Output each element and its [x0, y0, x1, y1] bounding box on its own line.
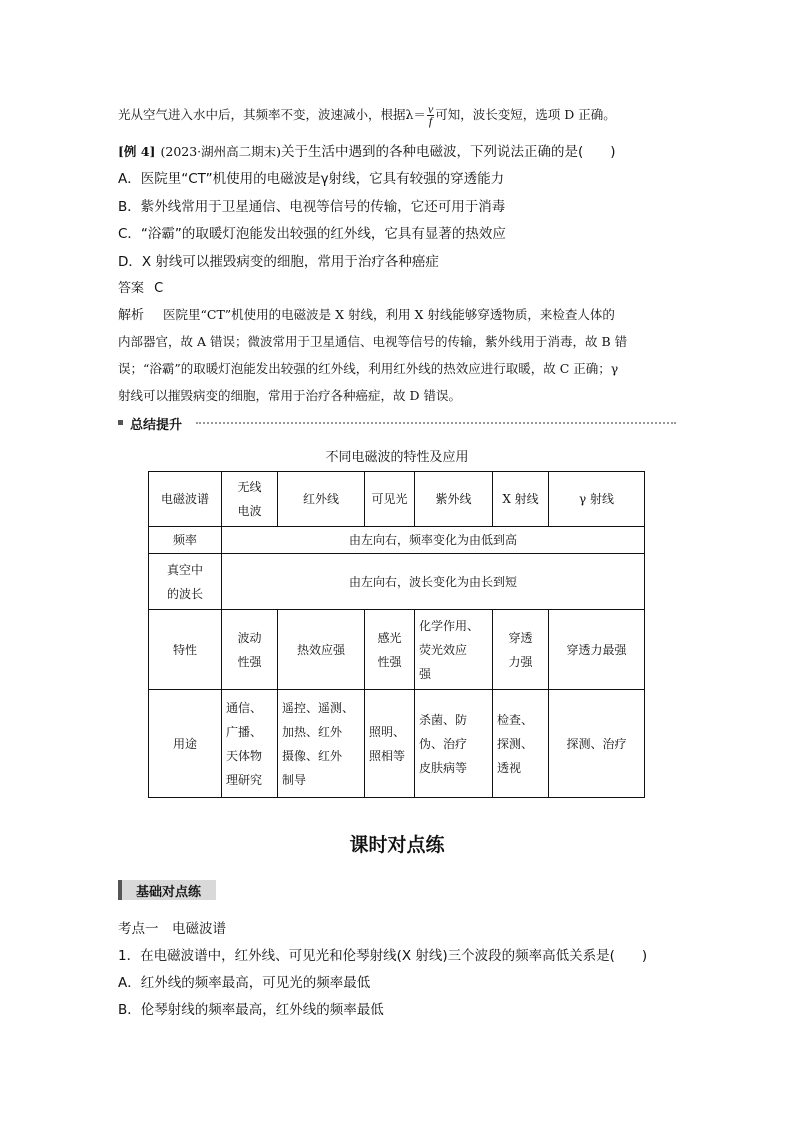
example-question-text: 关于生活中遇到的各种电磁波，下列说法正确的是( )	[281, 144, 616, 160]
summary-label: 总结提升	[130, 418, 183, 433]
header-cell: 电磁波谱	[149, 472, 222, 527]
header-radio: 无线 电波	[237, 480, 262, 518]
cell	[415, 610, 493, 690]
cell-text: 检查、 探测、 透视	[497, 712, 534, 775]
dotted-rule	[196, 422, 676, 424]
header-cell: γ 射线	[549, 472, 645, 527]
header-cell: X 射线	[493, 472, 549, 527]
intro-after: 可知，波长变短，选项 D 正确。	[435, 107, 616, 122]
characteristic-row	[149, 610, 645, 690]
basic-practice-label: 基础对点练	[136, 885, 202, 900]
example-source: (2023·湖州高二期末)	[160, 144, 282, 159]
option-a: A．医院里“CT”机使用的电磁波是γ射线，它具有较强的穿透能力	[118, 171, 505, 187]
cell-text: 通信、 广播、 天体物 理研究	[226, 700, 263, 787]
option-b: B．紫外线常用于卫星通信、电视等信号的传输，它还可用于消毒	[118, 199, 506, 215]
example-question	[118, 140, 616, 160]
q1-option-b: B．伦琴射线的频率最高，红外线的频率最低	[118, 1002, 384, 1018]
cell	[415, 690, 493, 798]
header-cell: 可见光	[365, 472, 415, 527]
cell	[365, 690, 415, 798]
row-label: 特性	[149, 610, 222, 690]
row-label	[149, 554, 222, 610]
cell-text: 化学作用、 荧光效应 强	[419, 618, 480, 681]
example-tag: [例 4]	[118, 144, 156, 159]
cell-text: 杀菌、防 伪、治疗 皮肤病等	[419, 712, 468, 775]
frequency-text: 由左向右，频率变化为由低到高	[222, 527, 645, 554]
cell-text: 波动 性强	[237, 630, 262, 669]
usage-row	[149, 690, 645, 798]
analysis-line-3: 误；“浴霸”的取暖灯泡能发出较强的红外线，利用红外线的热效应进行取暖，故 C 正确；γ	[118, 361, 619, 376]
cell	[222, 690, 278, 798]
q1-option-a: A．红外线的频率最高，可见光的频率最低	[118, 975, 371, 991]
cell	[365, 610, 415, 690]
intro-before: 光从空气进入水中后，其频率不变，波速减小，根据λ＝	[118, 107, 426, 122]
cell-text: 穿透 力强	[508, 630, 533, 669]
analysis-label: 解析	[118, 308, 145, 323]
summary-divider	[118, 416, 676, 433]
row-label: 频率	[149, 527, 222, 554]
cell: 热效应强	[278, 610, 365, 690]
table-header-row	[149, 472, 645, 527]
cell	[278, 690, 365, 798]
analysis-line-4: 射线可以摧毁病变的细胞，常用于治疗各种癌症，故 D 错误。	[118, 388, 461, 403]
cell	[222, 610, 278, 690]
answer-line	[118, 277, 163, 296]
header-cell: 红外线	[278, 472, 365, 527]
analysis-line-1: 医院里“CT”机使用的电磁波是 X 射线，利用 X 射线能够穿透物质，来检查人体的	[163, 307, 615, 322]
cell-text: 遥控、遥测、 加热、红外 摄像、红外 制导	[282, 700, 355, 787]
basic-practice-banner	[118, 880, 216, 900]
fraction-numerator: v	[427, 102, 434, 116]
cell-text: 感光 性强	[377, 630, 402, 669]
answer-label: 答案	[118, 281, 145, 296]
cell	[493, 610, 549, 690]
row-label: 用途	[149, 690, 222, 798]
wavelength-label: 真空中 的波长	[166, 562, 203, 601]
analysis-line-2: 内部器官，故 A 错误；微波常用于卫星通信、电视等信号的传输，紫外线用于消毒，故 B 错	[118, 334, 628, 349]
frequency-row	[149, 527, 645, 554]
header-cell: 紫外线	[415, 472, 493, 527]
formula-fraction	[427, 104, 434, 127]
q1-stem: 1．在电磁波谱中，红外线、可见光和伦琴射线(X 射线)三个波段的频率高低关系是( )	[118, 948, 648, 964]
table-title: 不同电磁波的特性及应用	[325, 450, 469, 465]
fraction-denominator: f	[428, 114, 433, 128]
cell-text: 照明、 照相等	[369, 724, 406, 763]
intro-line	[118, 104, 616, 127]
wavelength-row	[149, 554, 645, 610]
answer-value: C	[154, 281, 164, 296]
option-c: C．“浴霸”的取暖灯泡能发出较强的红外线，它具有显著的热效应	[118, 226, 506, 242]
cell: 探测、治疗	[549, 690, 645, 798]
topic-heading: 考点一 电磁波谱	[118, 921, 226, 937]
cell: 穿透力最强	[549, 610, 645, 690]
wavelength-text: 由左向右，波长变化为由长到短	[222, 554, 645, 610]
section-title: 课时对点练	[349, 834, 445, 856]
cell	[493, 690, 549, 798]
spectrum-table	[148, 471, 645, 798]
header-cell	[222, 472, 278, 527]
square-bullet-icon	[118, 420, 123, 425]
option-d: D．X 射线可以摧毁病变的细胞，常用于治疗各种癌症	[118, 254, 439, 270]
